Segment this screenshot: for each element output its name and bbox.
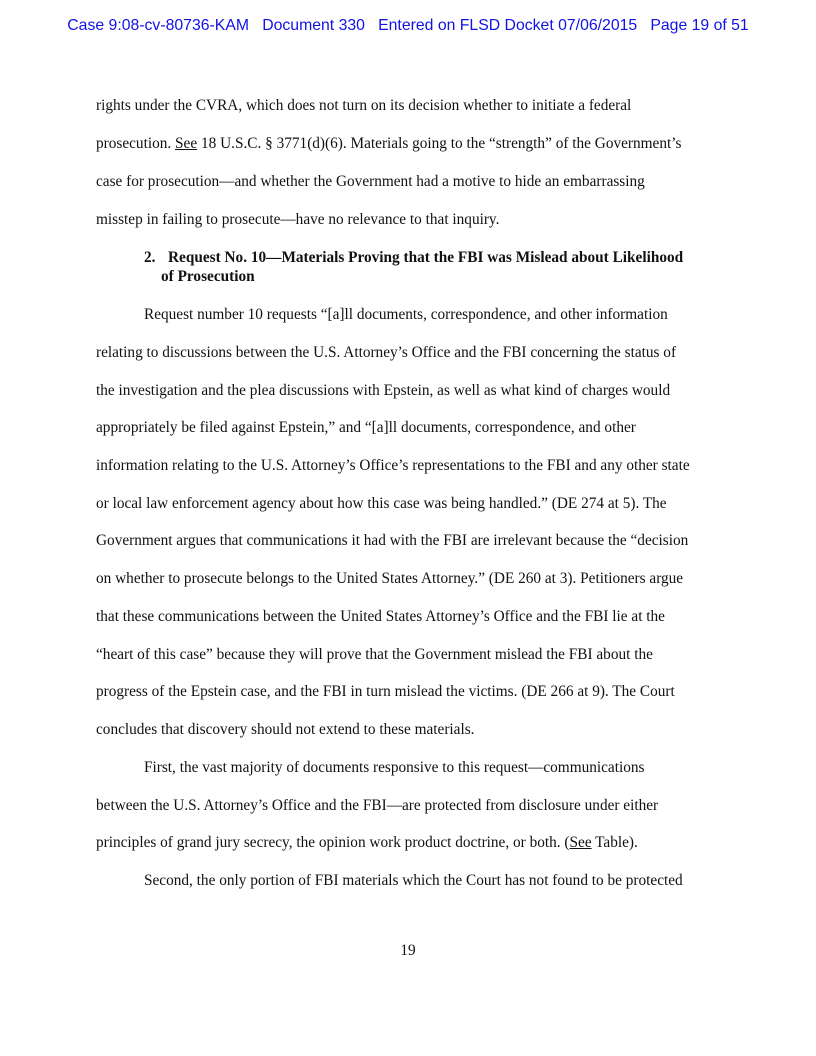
text-span: 18 U.S.C. § 3771(d)(6). Materials going to the “strength” of the Government’s bbox=[197, 135, 682, 152]
text-line: concludes that discovery should not extend to these materials. bbox=[96, 721, 475, 738]
document-number: Document 330 bbox=[262, 17, 365, 34]
text-line: that these communications between the United States Attorney’s Office and the FBI lie at the bbox=[96, 608, 665, 625]
text-line: rights under the CVRA, which does not turn on its decision whether to initiate a federal bbox=[96, 97, 632, 114]
text-span: principles of grand jury secrecy, the opinion work product doctrine, or both. ( bbox=[96, 834, 570, 851]
page-number: 19 bbox=[400, 942, 416, 959]
text-line bbox=[96, 834, 638, 852]
text-line: Government argues that communications it had with the FBI are irrelevant because the “decision bbox=[96, 532, 689, 549]
text-line: Second, the only portion of FBI materials which the Court has not found to be protected bbox=[144, 872, 683, 889]
text-line: Request number 10 requests “[a]ll documents, correspondence, and other information bbox=[144, 306, 668, 323]
case-number: Case 9:08-cv-80736-KAM bbox=[67, 17, 250, 34]
text-line bbox=[96, 135, 681, 153]
text-line: the investigation and the plea discussions with Epstein, as well as what kind of charges would bbox=[96, 382, 671, 399]
text-line: relating to discussions between the U.S. Attorney’s Office and the FBI concerning the status of bbox=[96, 344, 677, 361]
heading-number: 2. bbox=[144, 249, 156, 266]
docket-entry: Entered on FLSD Docket 07/06/2015 bbox=[378, 17, 638, 34]
text-line: misstep in failing to prosecute—have no relevance to that inquiry. bbox=[96, 211, 500, 228]
text-span: prosecution. bbox=[96, 135, 176, 152]
text-line: First, the vast majority of documents responsive to this request—communications bbox=[144, 759, 645, 776]
text-line: “heart of this case” because they will prove that the Government mislead the FBI about the bbox=[96, 646, 653, 663]
text-line: information relating to the U.S. Attorney’s Office’s representations to the FBI and any other state bbox=[96, 457, 690, 474]
text-line: between the U.S. Attorney’s Office and the FBI—are protected from disclosure under either bbox=[96, 797, 659, 814]
text-line: progress of the Epstein case, and the FBI in turn mislead the victims. (DE 266 at 9). The Court bbox=[96, 683, 675, 700]
text-line: case for prosecution—and whether the Government had a motive to hide an embarrassing bbox=[96, 173, 645, 190]
heading-line: Request No. 10—Materials Proving that the FBI was Mislead about Likelihood bbox=[168, 249, 684, 266]
citation-signal: See bbox=[569, 834, 592, 851]
page-count: Page 19 of 51 bbox=[650, 17, 749, 34]
citation-signal: See bbox=[175, 135, 198, 152]
text-line: appropriately be filed against Epstein,” and “[a]ll documents, correspondence, and other bbox=[96, 419, 636, 436]
text-span: Table). bbox=[591, 834, 638, 851]
text-line: or local law enforcement agency about how this case was being handled.” (DE 274 at 5). The bbox=[96, 495, 667, 512]
text-line: on whether to prosecute belongs to the United States Attorney.” (DE 260 at 3). Petitioners argue bbox=[96, 570, 684, 587]
section-heading bbox=[144, 248, 744, 286]
heading-line: of Prosecution bbox=[161, 268, 255, 285]
docket-stamp bbox=[0, 17, 816, 35]
